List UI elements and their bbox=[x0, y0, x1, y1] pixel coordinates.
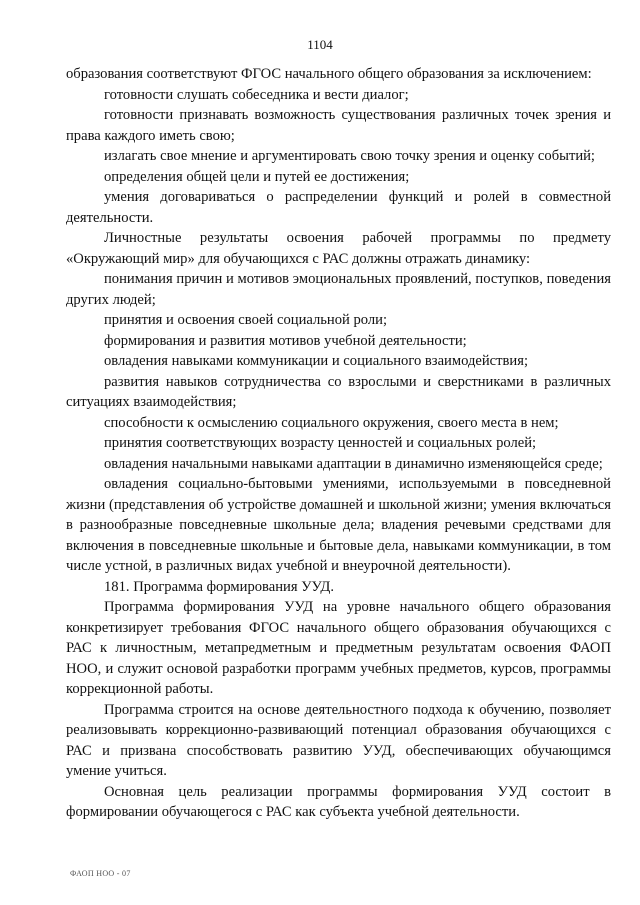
paragraph: развития навыков сотрудничества со взрослыми и сверстниками в различных ситуациях взаимодействия; bbox=[66, 373, 611, 410]
paragraph: овладения навыками коммуникации и социального взаимодействия; bbox=[104, 353, 529, 369]
paragraph: образования соответствуют ФГОС начального общего образования за исключением: bbox=[66, 66, 592, 82]
document-body bbox=[66, 64, 611, 823]
paragraph: готовности признавать возможность существования различных точек зрения и права каждого иметь свою; bbox=[66, 107, 611, 144]
paragraph: умения договариваться о распределении функций и ролей в совместной деятельности. bbox=[66, 189, 611, 226]
paragraph: излагать свое мнение и аргументировать свою точку зрения и оценку событий; bbox=[104, 148, 595, 164]
section-heading: 181. Программа формирования УУД. bbox=[104, 578, 334, 595]
paragraph: овладения начальными навыками адаптации в динамично изменяющейся среде; bbox=[104, 455, 603, 472]
paragraph: принятия соответствующих возрасту ценностей и социальных ролей; bbox=[104, 435, 537, 451]
footer-code: ФАОП НОО - 07 bbox=[70, 869, 131, 878]
paragraph: Программа строится на основе деятельностного подхода к обучению, позволяет реализовывать коррекционно-развивающий потенциал образования обучающихся с РАС и призвана способствовать развитию УУД, обеспечивающих обучающимся умение учиться. bbox=[66, 701, 611, 779]
paragraph: способности к осмыслению социального окружения, своего места в нем; bbox=[104, 414, 559, 431]
paragraph: определения общей цели и путей ее достижения; bbox=[104, 168, 410, 185]
paragraph: формирования и развития мотивов учебной деятельности; bbox=[104, 332, 467, 349]
paragraph: понимания причин и мотивов эмоциональных проявлений, поступков, поведения других людей; bbox=[66, 271, 611, 308]
paragraph: Личностные результаты освоения рабочей программы по предмету «Окружающий мир» для обучающихся с РАС должны отражать динамику: bbox=[66, 230, 611, 267]
page-number: 1104 bbox=[307, 37, 333, 52]
paragraph: овладения социально-бытовыми умениями, используемыми в повседневной жизни (представления об устройстве домашней и школьной жизни; умения включаться в разнообразные повседневные школьные дела; владения речевыми средствами для включения в повседневные школьные и бытовые дела, навыками коммуникации, в том числе устной, в различных видах учебной и внеурочной деятельности). bbox=[66, 476, 611, 574]
paragraph: Программа формирования УУД на уровне начального общего образования конкретизирует требования ФГОС начального общего образования обучающихся с РАС к личностным, метапредметным и предметным результатам освоения ФАОП НОО, и служит основой разработки программ учебных предметов, курсов, программы коррекционной работы. bbox=[66, 599, 611, 697]
paragraph: принятия и освоения своей социальной роли; bbox=[104, 312, 388, 328]
paragraph: Основная цель реализации программы формирования УУД состоит в формировании обучающегося с РАС как субъекта учебной деятельности. bbox=[66, 783, 611, 820]
paragraph: готовности слушать собеседника и вести диалог; bbox=[104, 86, 409, 103]
